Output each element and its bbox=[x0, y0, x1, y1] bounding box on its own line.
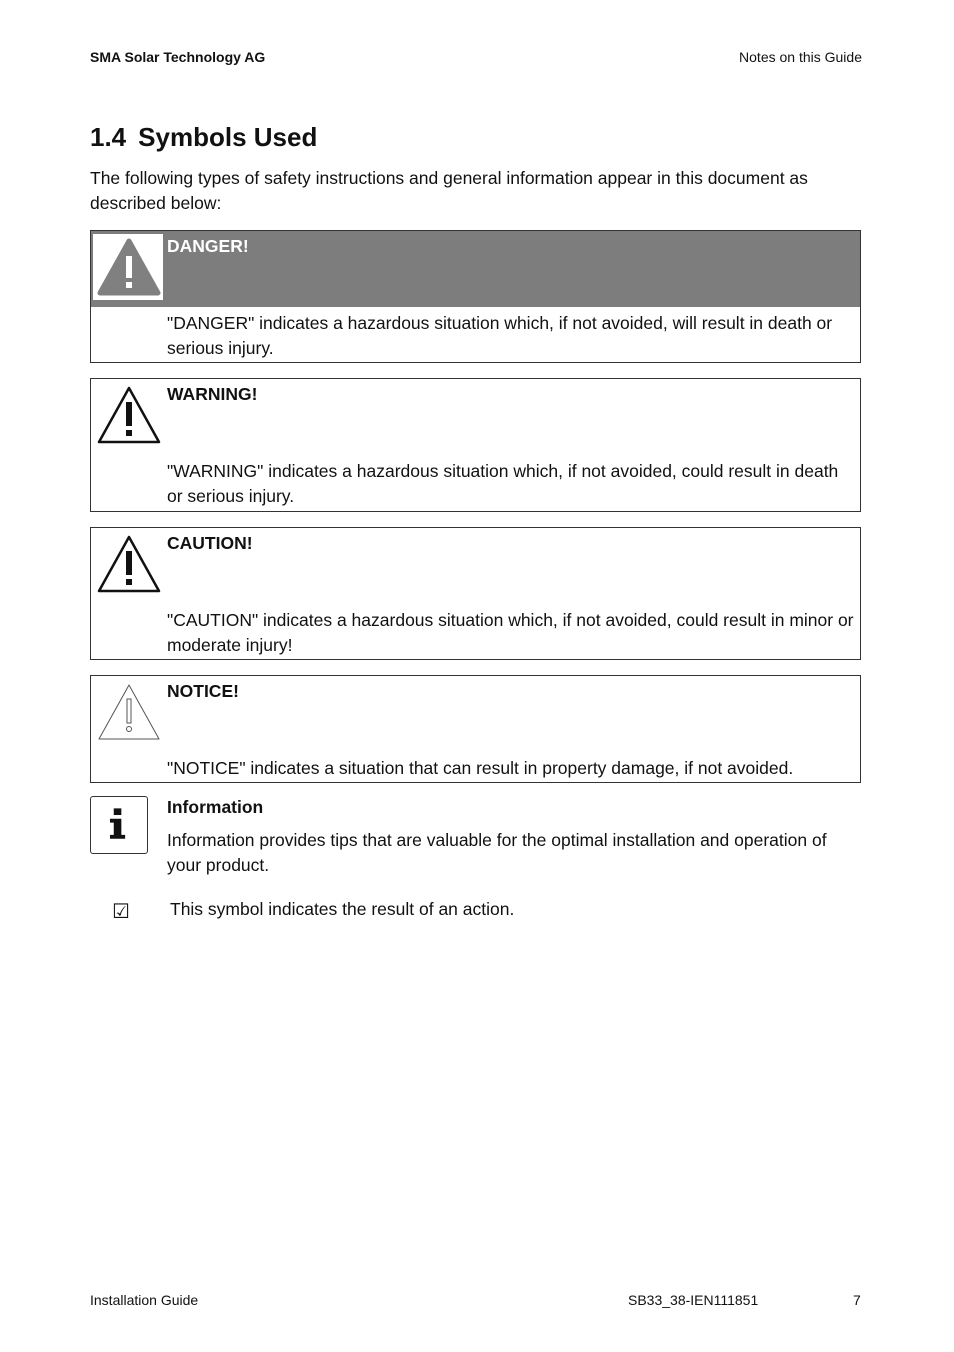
info-glyph-icon bbox=[91, 797, 146, 852]
checkbox-check-icon: ☑ bbox=[112, 901, 130, 923]
section-title-text: Symbols Used bbox=[138, 122, 318, 152]
caution-title: CAUTION! bbox=[167, 533, 253, 553]
warning-text: "WARNING" indicates a hazardous situation which, if not avoided, could result in death or serious injury. bbox=[167, 461, 839, 506]
caution-triangle-icon bbox=[96, 533, 162, 595]
info-text: Information provides tips that are valuable for the optimal installation and operation of your product. bbox=[167, 830, 827, 875]
warning-box bbox=[90, 378, 861, 512]
notice-text: "NOTICE" indicates a situation that can result in property damage, if not avoided. bbox=[167, 758, 794, 778]
footer-guide: Installation Guide bbox=[90, 1292, 199, 1308]
footer-page-number: 7 bbox=[853, 1292, 861, 1308]
danger-text: "DANGER" indicates a hazardous situation which, if not avoided, will result in death or serious injury. bbox=[167, 313, 833, 358]
warning-triangle-icon bbox=[96, 384, 162, 446]
footer-doc-id: SB33_38-IEN111851 bbox=[628, 1292, 759, 1308]
notice-box bbox=[90, 675, 861, 783]
section-intro: The following types of safety instructions and general information appear in this document as described below: bbox=[90, 168, 808, 213]
notice-title: NOTICE! bbox=[167, 681, 239, 701]
info-icon bbox=[90, 796, 148, 854]
danger-title: DANGER! bbox=[167, 236, 249, 256]
caution-box bbox=[90, 527, 861, 660]
info-title: Information bbox=[167, 797, 264, 817]
caution-text: "CAUTION" indicates a hazardous situation which, if not avoided, could result in minor or moderate injury! bbox=[167, 610, 854, 655]
section-title bbox=[90, 122, 317, 153]
result-text: This symbol indicates the result of an action. bbox=[170, 899, 515, 919]
header-chapter: Notes on this Guide bbox=[739, 49, 862, 65]
danger-warning-triangle-icon bbox=[96, 236, 162, 298]
section-number: 1.4 bbox=[90, 122, 127, 152]
danger-header-bar bbox=[91, 231, 860, 307]
warning-title: WARNING! bbox=[167, 384, 258, 404]
danger-box bbox=[90, 230, 861, 363]
header-company: SMA Solar Technology AG bbox=[90, 49, 266, 65]
notice-triangle-icon bbox=[96, 681, 162, 743]
